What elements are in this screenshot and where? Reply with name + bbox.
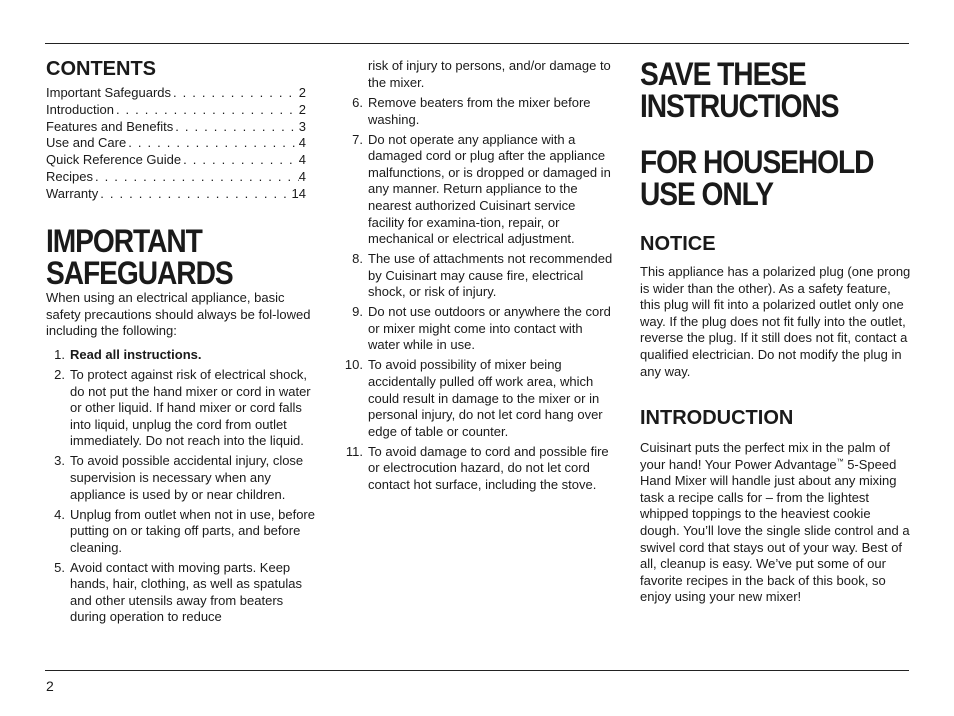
- list-item: 11. To avoid damage to cord and possible fire or electrocution hazard, do not let cord contact hot surface, including the stove.: [345, 443, 609, 493]
- safeguards-intro: When using an electrical appliance, basic safety precautions should always be fol-lowed including the following:: [46, 290, 311, 339]
- toc-item[interactable]: Important Safeguards . . . 2: [46, 85, 306, 102]
- list-item: 4. Unplug from outlet when not in use, before putting on or taking off parts, and before cleaning.: [54, 506, 315, 555]
- list-item: 6. Remove beaters from the mixer before washing.: [352, 95, 591, 127]
- safeguard-5-continuation: risk of injury to persons, and/or damage to the mixer.: [368, 58, 611, 90]
- trademark-mark: ™: [836, 458, 844, 466]
- safeguards-heading: IMPORTANT SAFEGUARDS: [46, 223, 233, 291]
- list-item: 9. Do not use outdoors or anywhere the cord or mixer might come into contact with water while in use.: [352, 304, 611, 353]
- introduction-heading: INTRODUCTION: [640, 407, 794, 429]
- list-item: 7. Do not operate any appliance with a damaged cord or plug after the appliance malfunctions, or is dropped or damaged in any manner. Return appliance to the nearest authorized Cuisinart service facility for examina-tion, repair, or mechanical or electrical adjustment.: [352, 131, 611, 247]
- toc-item[interactable]: Use and Care . . . 4: [46, 135, 306, 152]
- list-item: 10. To avoid possibility of mixer being accidentally pulled off work area, which could result in damage to the mixer or in personal injury, do not let cord hang over edge of table or counter.: [344, 357, 603, 439]
- safeguards-list: [46, 347, 318, 629]
- toc-item[interactable]: Features and Benefits . . . 3: [46, 119, 306, 136]
- toc-item[interactable]: Recipes . . . 4: [46, 169, 306, 186]
- notice-heading: NOTICE: [640, 233, 716, 255]
- table-of-contents: [46, 85, 306, 203]
- page-number: 2: [46, 678, 54, 694]
- list-item: 8. The use of attachments not recommended by Cuisinart may cause fire, electrical shock, or risk of injury.: [352, 251, 613, 300]
- household-use-heading: FOR HOUSEHOLD USE ONLY: [640, 144, 874, 212]
- notice-text: This appliance has a polarized plug (one prong is wider than the other). As a safety feature, this plug will fit into a polarized outlet only one way. If the plug does not fit fully into the outlet, reverse the plug. If it still does not fit, contact a qualified electrician. Do not modify the plug in any way.: [640, 264, 911, 379]
- list-item: 1. Read all instructions.: [54, 347, 202, 362]
- bottom-rule: [45, 670, 909, 671]
- save-instructions-heading: SAVE THESE INSTRUCTIONS: [640, 56, 839, 124]
- list-item: 3. To avoid possible accidental injury, close supervision is necessary when any appliance is used by or near children.: [54, 453, 304, 502]
- top-rule: [45, 43, 909, 44]
- safeguards-list-continued: [343, 95, 615, 497]
- introduction-text: Cuisinart puts the perfect mix in the palm of your hand! Your Power Advantage™ 5-Speed Hand Mixer will handle just about any mixing task a recipe calls for – from the lightest whipped toppings to the heaviest cookie dough. You’ll love the single slide control and a swivel cord that stays out of your way. Best of all, cleanup is easy. We’ve put some of our favorite recipes in the back of this book, so enjoy using your new mixer!: [640, 440, 910, 605]
- toc-item[interactable]: Warranty . . . 14: [46, 186, 306, 203]
- contents-heading: CONTENTS: [46, 58, 156, 80]
- toc-item[interactable]: Introduction . . . 2: [46, 102, 306, 119]
- toc-item[interactable]: Quick Reference Guide . . . 4: [46, 152, 306, 169]
- list-item: 5. Avoid contact with moving parts. Keep hands, hair, clothing, as well as spatulas and other utensils away from beaters during operation to reduce: [54, 559, 302, 625]
- list-item: 2. To protect against risk of electrical shock, do not put the hand mixer or cord in water or other liquid. If hand mixer or cord falls into liquid, unplug the cord from outlet immediately. Do not reach into the liquid.: [54, 366, 311, 449]
